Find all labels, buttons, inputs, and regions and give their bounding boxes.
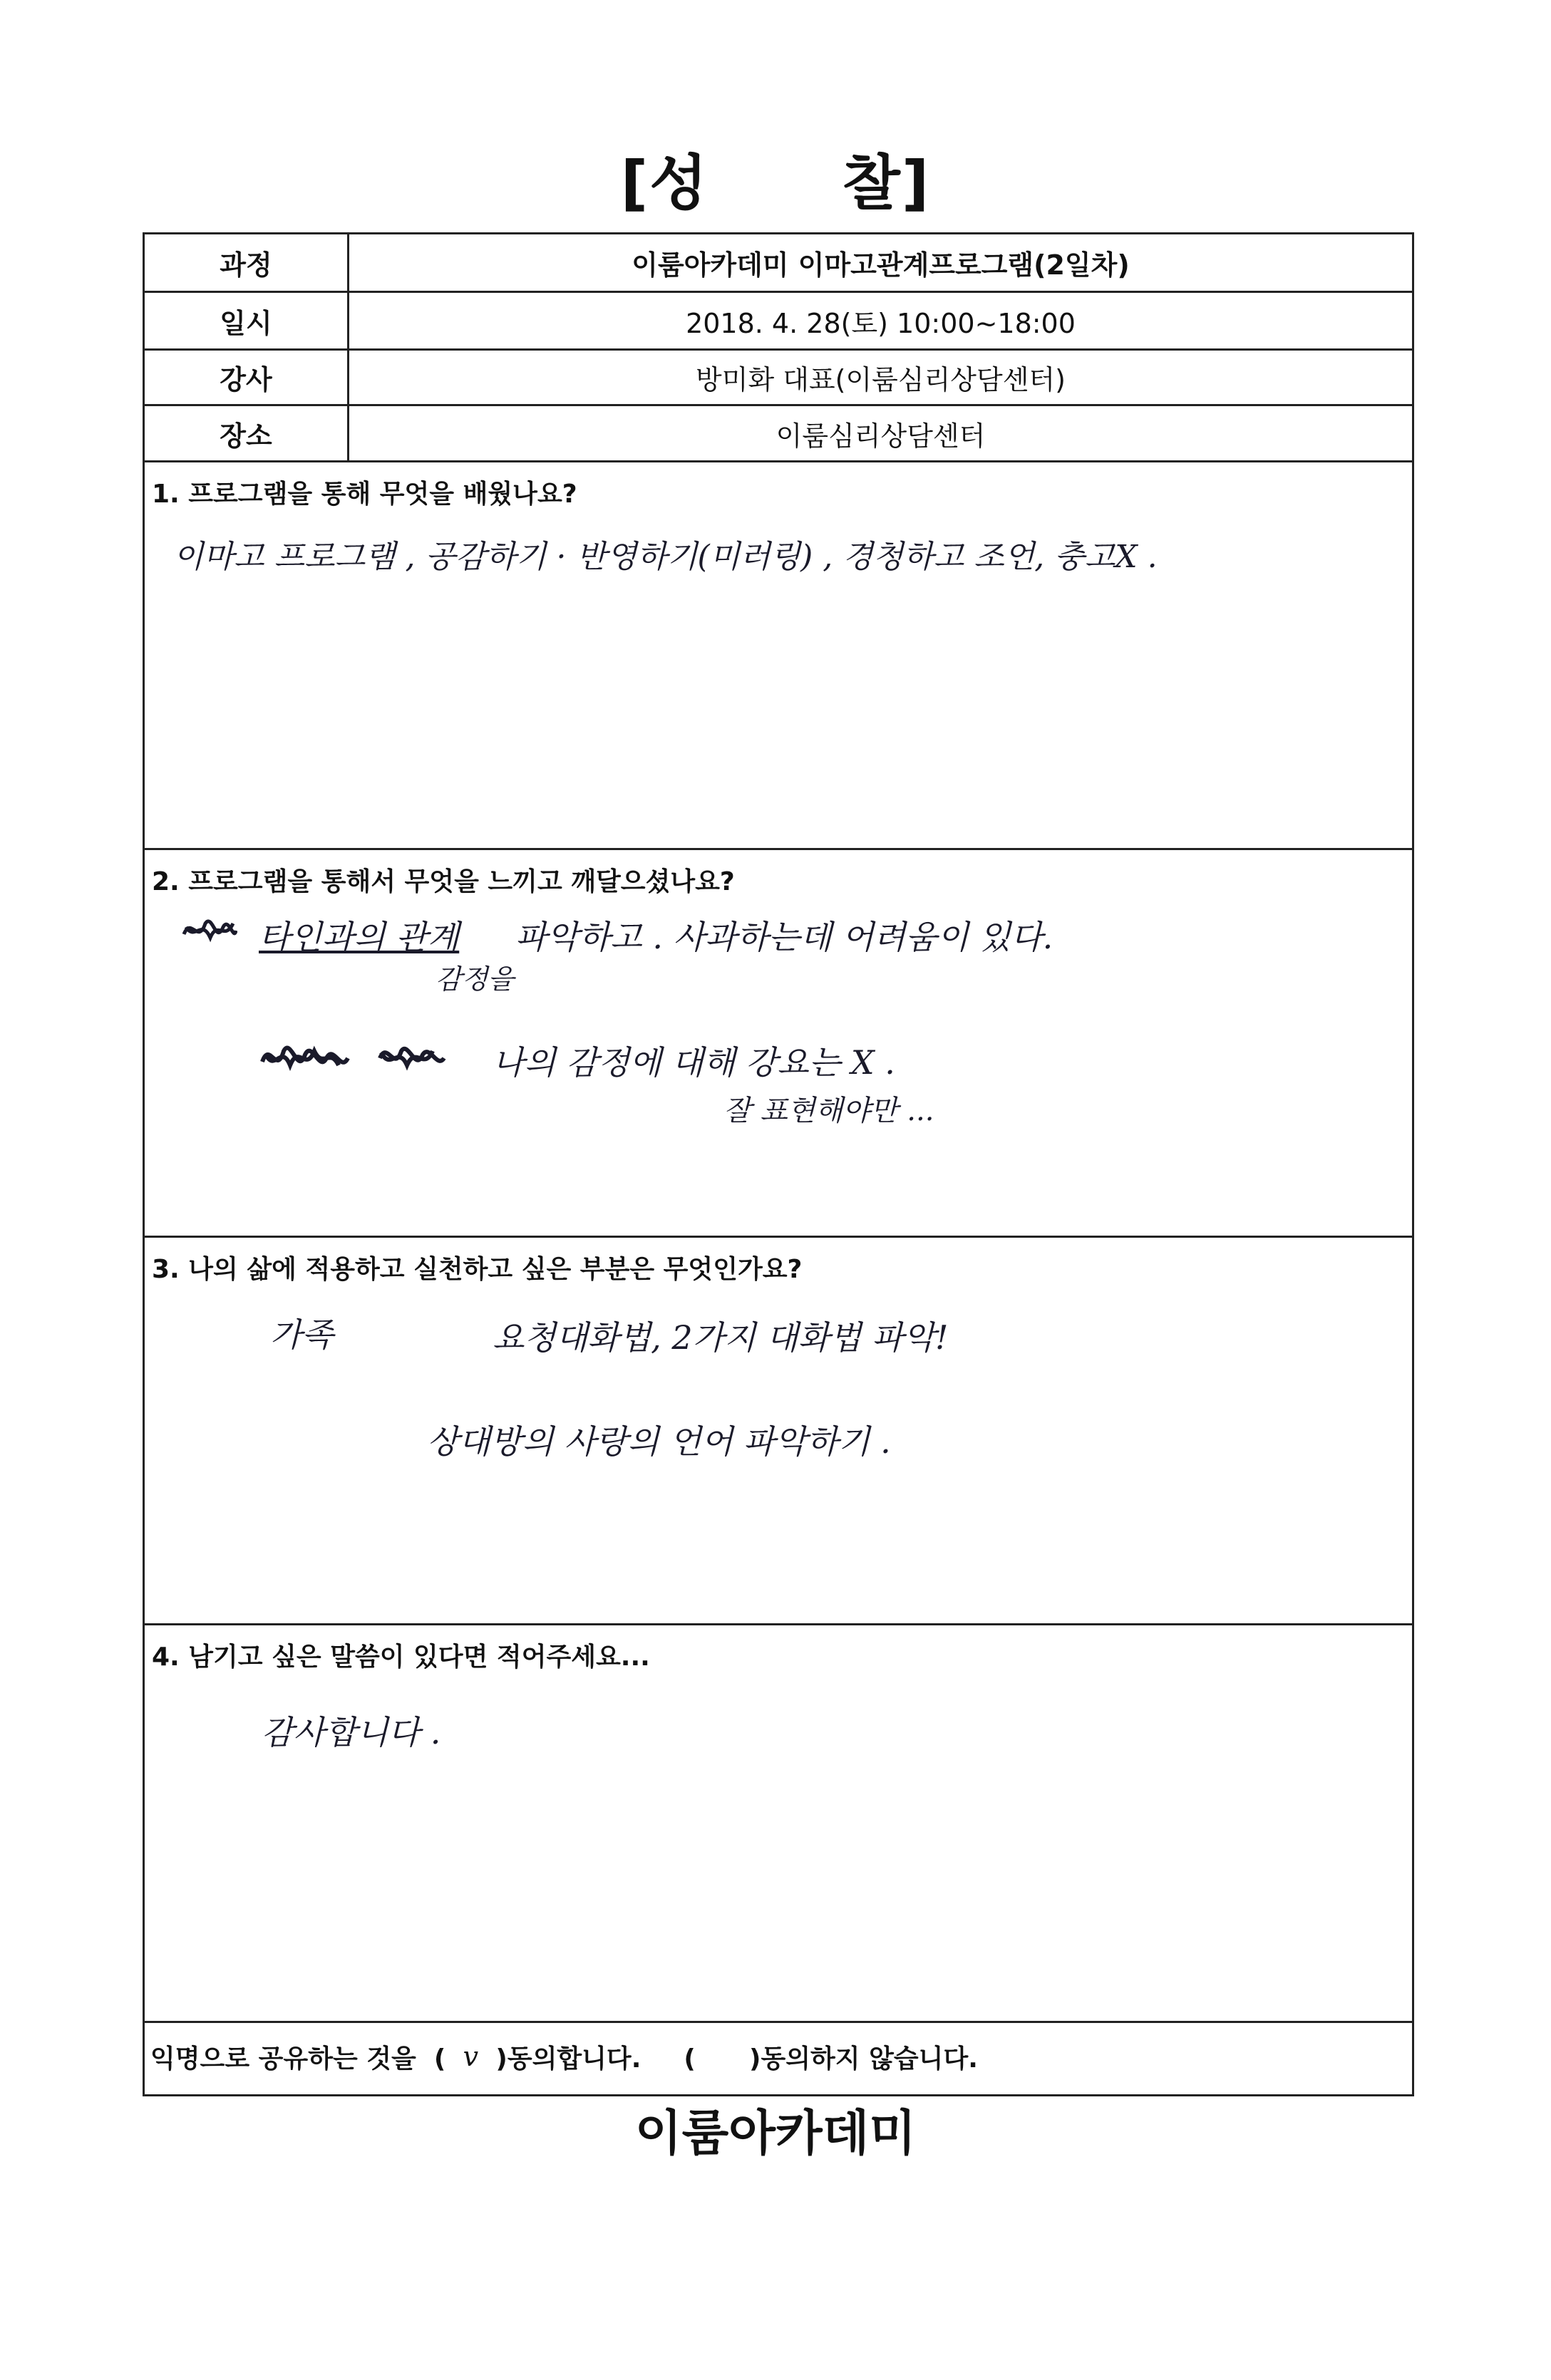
handwritten-answer: 상대방의 사랑의 언어 파악하기 . [427, 1422, 891, 1461]
info-row-location [145, 406, 1412, 462]
consent-agree-checkbox[interactable]: v [463, 2041, 479, 2072]
handwritten-answer: 감정을 [436, 963, 515, 995]
consent-disagree-label[interactable]: ( )동의하지 않습니다. [684, 2044, 978, 2074]
info-value: 방미화 대표(이룸심리상담센터) [696, 364, 1066, 395]
handwritten-answer: 이마고 프로그램 , 공감하기 · 반영하기(미러링) , 경청하고 조언, 충고X . [173, 539, 1158, 575]
handwritten-answer: 가족 [270, 1315, 334, 1354]
consent-row [145, 2019, 1412, 2094]
crossed-out-scribble [180, 913, 237, 948]
handwritten-answer: 파악하고 . 사과하는데 어려움이 있다. [515, 918, 1053, 956]
consent-prefix: 익명으로 공유하는 것을 ( [150, 2044, 446, 2074]
info-label: 일시 [145, 293, 349, 348]
reflection-form [143, 232, 1414, 2096]
question-section-3 [145, 1238, 1412, 1625]
handwritten-answer: 감사합니다 . [262, 1713, 441, 1752]
handwritten-answer: 요청대화법, 2가지 대화법 파악! [493, 1318, 949, 1357]
handwritten-answer: 잘 표현해야만 ... [723, 1095, 934, 1127]
academy-name-footer: 이룸아카데미 [634, 2106, 917, 2162]
page-title: [성 찰] [620, 148, 931, 218]
info-row-course [145, 234, 1412, 293]
info-row-instructor [145, 351, 1412, 406]
consent-agree-label: )동의합니다. [495, 2044, 641, 2074]
question-text: 4. 남기고 싶은 말씀이 있다면 적어주세요... [152, 1642, 650, 1672]
info-label: 장소 [145, 406, 349, 460]
question-section-4 [145, 1625, 1412, 2023]
info-value: 이룸심리상담센터 [776, 420, 986, 452]
question-section-1 [145, 462, 1412, 850]
crossed-out-scribble [259, 1037, 458, 1080]
info-label: 과정 [145, 234, 349, 291]
question-text: 2. 프로그램을 통해서 무엇을 느끼고 깨달으셨나요? [152, 867, 735, 896]
handwritten-answer: 나의 감정에 대해 강요는 X . [493, 1043, 895, 1082]
info-value: 이룸아카데미 이마고관계프로그램(2일차) [632, 249, 1130, 281]
question-text: 3. 나의 삶에 적용하고 실천하고 싶은 부분은 무엇인가요? [152, 1255, 803, 1284]
info-label: 강사 [145, 351, 349, 404]
info-row-date [145, 293, 1412, 351]
question-section-2 [145, 850, 1412, 1238]
info-value: 2018. 4. 28(토) 10:00~18:00 [686, 307, 1076, 339]
question-text: 1. 프로그램을 통해 무엇을 배웠나요? [152, 480, 577, 509]
handwritten-answer: 타인과의 관계 [259, 918, 460, 956]
